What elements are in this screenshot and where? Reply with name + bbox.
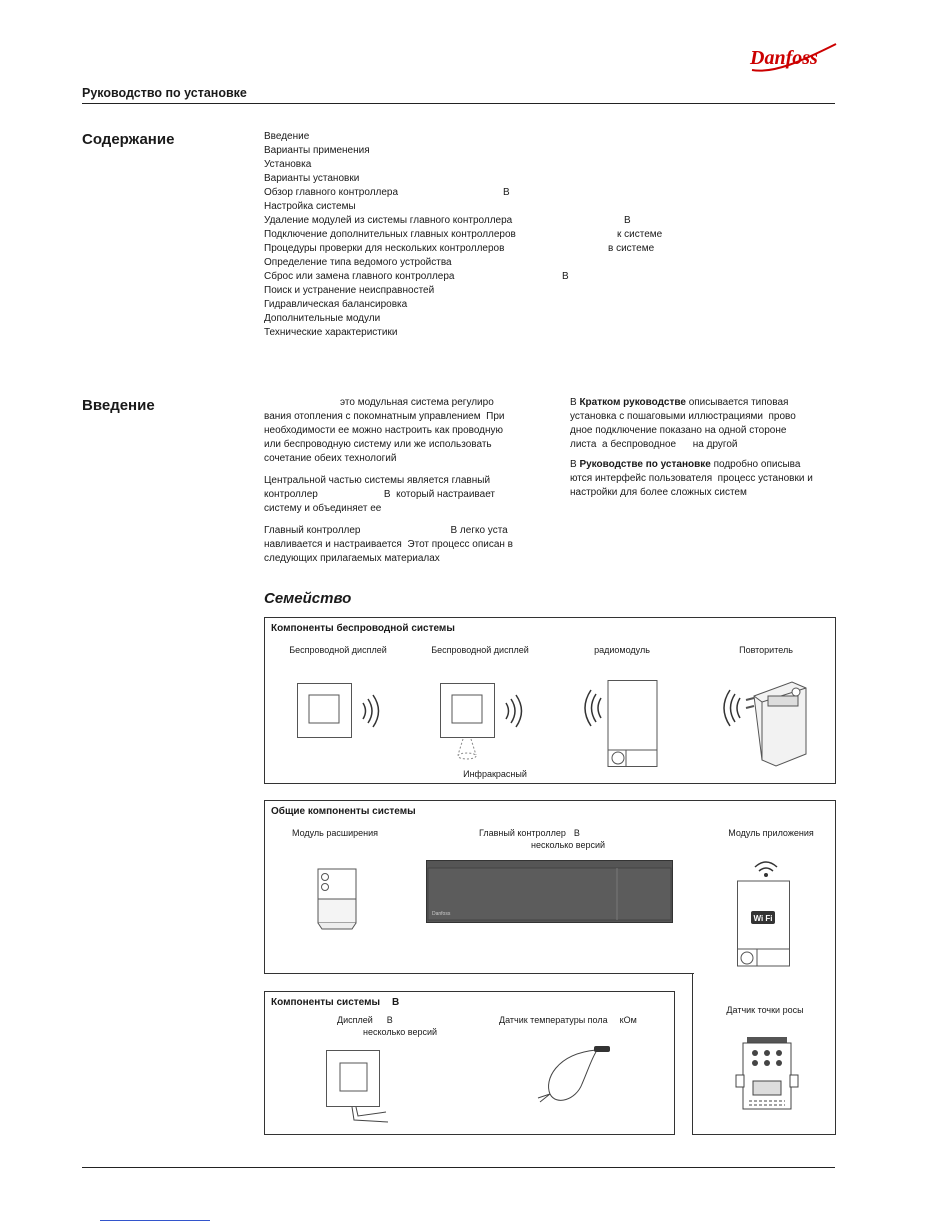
toc-item[interactable]: Удаление модулей из системы главного контроллера B (264, 215, 631, 226)
toc-item[interactable]: Технические характеристики (264, 327, 398, 338)
header-title: Руководство по установке (82, 86, 247, 100)
expansion-module-label: Модуль расширения (291, 828, 379, 838)
wired-display-versions: несколько версий (363, 1027, 438, 1037)
svg-text:Danfoss: Danfoss (750, 47, 818, 69)
contents-title: Содержание (82, 131, 175, 148)
wireless-display-label-1: Беспроводной дисплей (289, 645, 387, 655)
footer-link-underline[interactable] (100, 1220, 210, 1221)
table-of-contents (264, 130, 663, 340)
common-box-title: Общие компоненты системы (271, 806, 416, 817)
toc-item[interactable]: Определение типа ведомого устройства (264, 257, 452, 268)
app-module-label: Модуль приложения (728, 828, 814, 838)
wireless-display-ir-icon (440, 683, 540, 773)
wired-display-label: Дисплей B (337, 1015, 393, 1025)
toc-item[interactable]: Подключение дополнительных главных контроллеров к системе (264, 229, 663, 240)
toc-item[interactable]: Процедуры проверки для нескольких контроллеров в системе (264, 243, 655, 254)
toc-item[interactable]: Варианты установки (264, 173, 360, 184)
footer-rule (82, 1167, 835, 1168)
floor-sensor-label: Датчик температуры пола кОм (499, 1015, 637, 1025)
wired-display-icon (326, 1050, 396, 1130)
toc-item[interactable]: Сброс или замена главного контроллера B (264, 271, 569, 282)
svg-text:Danfoss: Danfoss (432, 911, 451, 917)
dew-box-left-edge (692, 973, 693, 1135)
toc-item[interactable]: Настройка системы (264, 201, 356, 212)
expansion-module-icon (316, 863, 361, 933)
wireless-display-label-2: Беспроводной дисплей (431, 645, 529, 655)
toc-item[interactable]: Поиск и устранение неисправностей (264, 285, 435, 296)
dew-point-sensor-icon (735, 1035, 799, 1117)
dew-point-sensor-label: Датчик точки росы (726, 1005, 804, 1015)
app-module-icon (737, 855, 795, 967)
toc-item[interactable]: Гидравлическая балансировка (264, 299, 408, 310)
family-title: Семейство (264, 590, 352, 607)
wireless-box-title: Компоненты беспроводной системы (271, 623, 455, 634)
toc-item[interactable]: Установка (264, 159, 312, 170)
wifi-label: Wi Fi (753, 914, 773, 923)
intro-right-column: В Кратком руководстве описывается типовая установка с пошаговыми иллюстрациями прово дное подключение показано на одной стороне листа а беспроводное на другой В Руководстве по установке подробно описыва ются интерфейс пользователя процесс установки и настройки для более сложных систем (570, 397, 813, 498)
infrared-label: Инфракрасный (463, 769, 527, 779)
intro-left-column: это модульная система регулиро вания отопления с покомнатным управлением При необходимости ее можно настроить как проводную или беспроводную систему или же использовать сочетание обеих технологий Центральной частью системы является главный контроллер B который настраивает систему и объединяет ее Главный контроллер B легко уста навливается и настраивается Этот процесс описан в следующих прилагаемых материалах (264, 397, 513, 564)
wireless-display-icon (297, 683, 397, 743)
dew-box-right-edge (835, 973, 836, 1135)
main-controller-icon (426, 860, 676, 926)
floor-sensor-icon (536, 1040, 626, 1110)
wired-box-title: Компоненты системы B (271, 997, 400, 1008)
toc-item[interactable]: Дополнительные модули (264, 313, 381, 324)
toc-item[interactable]: Введение (264, 131, 310, 142)
toc-item[interactable]: Варианты применения (264, 145, 370, 156)
common-box-bottom-edge (264, 973, 694, 974)
intro-title: Введение (82, 397, 155, 414)
dew-box-bottom-edge (692, 1134, 836, 1135)
quick-guide-ref: Кратком руководстве (579, 397, 686, 408)
repeater-label: Повторитель (739, 645, 793, 655)
radio-module-icon (585, 680, 665, 770)
toc-item[interactable]: Обзор главного контроллера B (264, 187, 510, 198)
repeater-icon (722, 676, 812, 771)
main-controller-label: Главный контроллер B (479, 828, 580, 838)
radio-module-label: радиомодуль (594, 645, 650, 655)
install-guide-ref: Руководстве по установке (579, 459, 711, 470)
main-controller-versions: несколько версий (531, 840, 606, 850)
header-rule (82, 103, 835, 104)
danfoss-logo (744, 40, 840, 76)
